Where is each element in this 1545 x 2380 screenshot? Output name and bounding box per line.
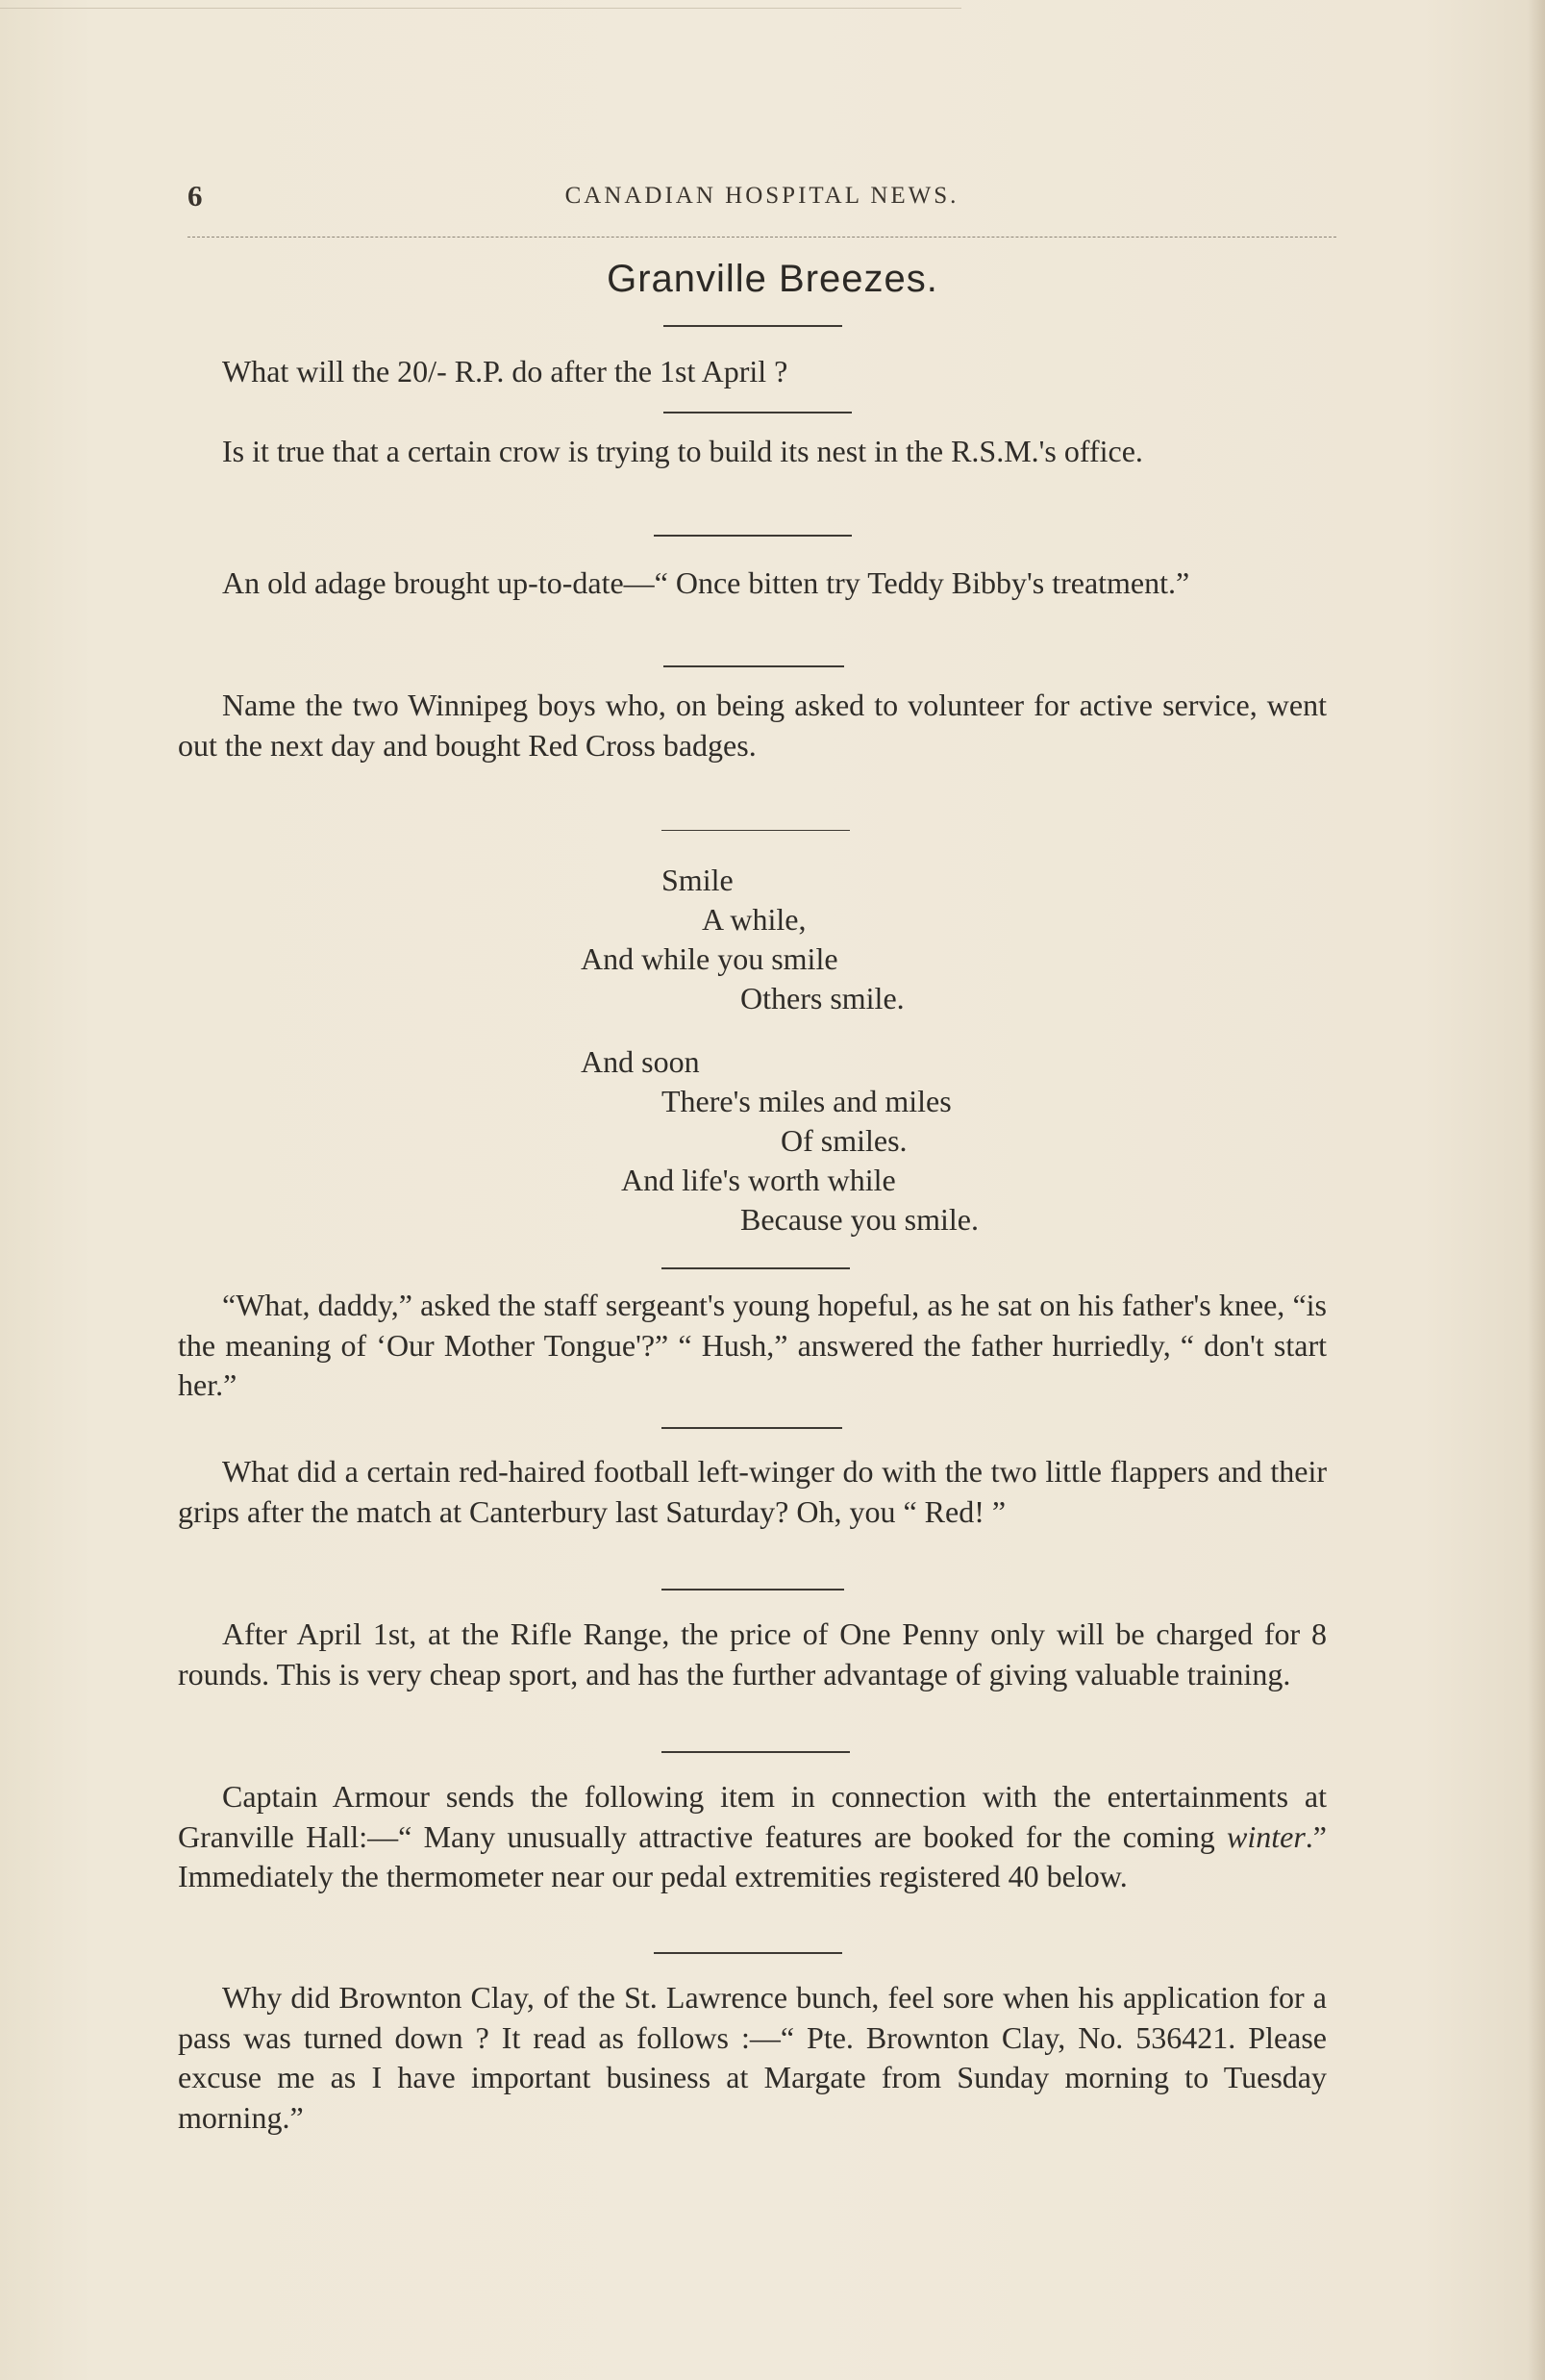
paragraph-text: Why did Brownton Clay, of the St. Lawrence bunch, feel sore when his application for a pass was turned down ? It read as follows :—“ Pte. Brownton Clay, No. 536421. Please excuse me as I have important business at Margate from Sunday morning to Tuesday morning.” (178, 1980, 1327, 2135)
divider-rule (661, 1751, 850, 1753)
poem-line: A while, (702, 902, 807, 937)
paragraph-text: What did a certain red-haired football left-winger do with the two little flappers and their grips after the match at Canterbury last Saturday? Oh, you “ Red! ” (178, 1454, 1327, 1529)
paragraph-text: .” Immediately the thermometer near our pedal extremities registered 40 below. (178, 1818, 1327, 1893)
divider-rule (661, 1267, 850, 1269)
divider-rule (661, 830, 850, 831)
running-head: CANADIAN HOSPITAL NEWS. (564, 183, 959, 209)
poem-line: Others smile. (740, 981, 905, 1015)
poem-line: And while you smile (581, 941, 838, 976)
poem-line: There's miles and miles (661, 1084, 952, 1118)
paragraph-text: After April 1st, at the Rifle Range, the price of One Penny only will be charged for 8 rounds. This is very cheap sport, and has the further advantage of giving valuable training. (178, 1616, 1327, 1691)
paragraph-rp-question (178, 352, 1327, 392)
poem-line: Of smiles. (781, 1123, 908, 1158)
paragraph-adage (178, 564, 1327, 604)
divider-rule (654, 535, 852, 537)
emphasis-text: winter (1227, 1818, 1306, 1854)
header-rule (187, 237, 1336, 238)
divider-rule (654, 1952, 842, 1954)
paragraph-mother-tongue (178, 1286, 1327, 1406)
paragraph-text: What will the 20/- R.P. do after the 1st April ? (222, 354, 788, 388)
page-header (187, 179, 1336, 223)
paragraph-crow (178, 432, 1327, 472)
article-title: Granville Breezes. (607, 258, 938, 300)
paragraph-text: Name the two Winnipeg boys who, on being asked to volunteer for active service, went out the next day and bought Red Cross badges. (178, 688, 1327, 763)
paragraph-football (178, 1452, 1327, 1532)
poem-line: Because you smile. (740, 1202, 979, 1237)
poem-line: And soon (581, 1044, 700, 1079)
top-edge-rule (0, 8, 961, 9)
divider-rule (663, 412, 852, 413)
paragraph-text: “What, daddy,” asked the staff sergeant's young hopeful, as he sat on his father's knee, “is the meaning of ‘Our Mother Tongue'?” “ Hush,” answered the father hurriedly, “ don't start her.” (178, 1288, 1327, 1402)
paragraph-text: An old adage brought up-to-date—“ Once bitten try Teddy Bibby's treatment.” (222, 565, 1190, 600)
paragraph-winnipeg (178, 686, 1327, 765)
poem-line: Smile (661, 863, 734, 897)
page-edge-shadow (1528, 0, 1545, 2380)
divider-rule (661, 1427, 842, 1429)
paragraph-text: Captain Armour sends the following item in connection with the entertainments at Granville Hall:—“ Many unusually attractive features are booked for the coming (178, 1779, 1327, 1854)
page-number: 6 (187, 179, 203, 213)
paragraph-captain-armour (178, 1777, 1327, 1897)
divider-rule (663, 665, 844, 667)
divider-rule (663, 325, 842, 327)
paragraph-text: Is it true that a certain crow is trying to build its nest in the R.S.M.'s office. (222, 434, 1143, 468)
divider-rule (661, 1589, 844, 1591)
poem-line: And life's worth while (621, 1163, 896, 1197)
paragraph-rifle-range (178, 1615, 1327, 1694)
paragraph-brownton-clay (178, 1978, 1327, 2138)
